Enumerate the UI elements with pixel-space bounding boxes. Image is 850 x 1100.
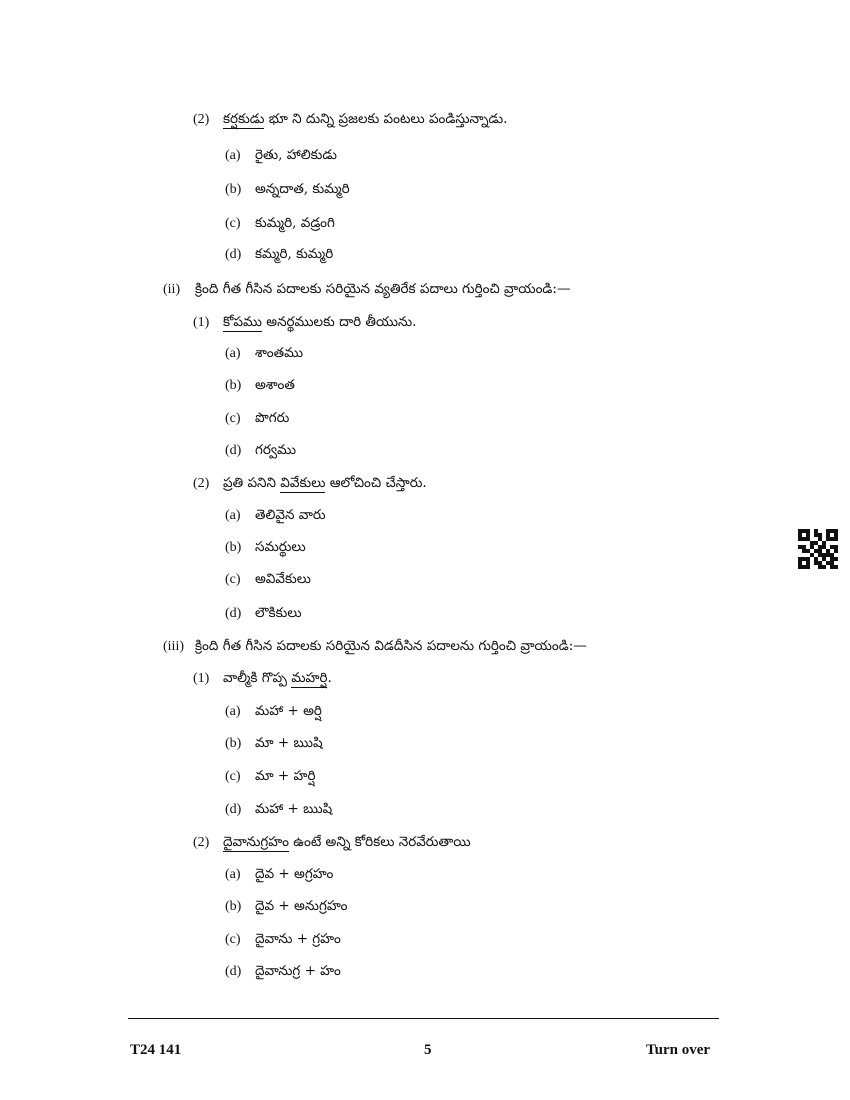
qr-code-icon [798, 529, 838, 569]
question-1-split: (1) వాల్మీకి గొప్ప మహర్షి. [193, 670, 332, 686]
option-b: (b) దైవ + అనుగ్రహం [225, 898, 348, 914]
underlined-word: కోపము [223, 314, 262, 330]
option-d: (d) మహా + ఋషి [225, 801, 333, 817]
option-a: (a) తెలివైన వారు [225, 507, 326, 523]
option-c: (c) దైవాను + గ్రహం [225, 931, 341, 947]
option-b: (b) అశాంత [225, 377, 295, 393]
question-2-split: (2) దైవానుగ్రహం ఉంటే అన్ని కోరికలు నెరవేరుతాయి [193, 834, 471, 850]
option-a: (a) శాంతము [225, 345, 304, 361]
option-d: (d) లౌకికులు [225, 605, 302, 621]
turn-over-label: Turn over [646, 1042, 711, 1058]
page-number: 5 [424, 1042, 432, 1058]
footer-divider [128, 1018, 719, 1019]
option-b: (b) మా + ఋషి [225, 735, 323, 751]
option-c: (c) పొగరు [225, 410, 290, 426]
option-c: (c) కుమ్మరి, వడ్రంగి [225, 215, 335, 231]
question-2-synonym: (2) కర్షకుడు భూ ని దున్ని ప్రజలకు పంటలు పండిస్తున్నాడు. [193, 111, 508, 127]
option-b: (b) అన్నదాత, కుమ్మరి [225, 181, 350, 197]
part-iii-heading: (iii) క్రింది గీత గీసిన పదాలకు సరియైన విడదీసిన పదాలను గుర్తించి వ్రాయండి:— [163, 638, 587, 654]
option-a: (a) మహా + అర్షి [225, 703, 322, 719]
option-d: (d) దైవానుగ్ర + హం [225, 963, 341, 979]
option-a: (a) దైవ + అగ్రహం [225, 866, 334, 882]
underlined-word: మహర్షి [291, 670, 328, 686]
question-2-antonym: (2) ప్రతి పనిని వివేకులు ఆలోచించి చేస్తారు. [193, 475, 427, 491]
option-c: (c) అవివేకులు [225, 571, 311, 587]
question-1-antonym: (1) కోపము అనర్థములకు దారి తీయును. [193, 314, 417, 330]
underlined-word: కర్షకుడు [223, 111, 265, 127]
option-b: (b) సమర్థులు [225, 539, 306, 555]
underlined-word: వివేకులు [280, 475, 326, 491]
option-d: (d) కమ్మరి, కుమ్మరి [225, 246, 334, 262]
option-c: (c) మా + హర్షి [225, 768, 316, 784]
option-d: (d) గర్వము [225, 442, 297, 458]
paper-code: T24 141 [130, 1042, 182, 1058]
option-a: (a) రైతు, హాలికుడు [225, 147, 337, 163]
underlined-word: దైవానుగ్రహం [223, 834, 289, 850]
part-ii-heading: (ii) క్రింది గీత గీసిన పదాలకు సరియైన వ్యతిరేక పదాలు గుర్తించి వ్రాయండి:— [163, 281, 571, 297]
